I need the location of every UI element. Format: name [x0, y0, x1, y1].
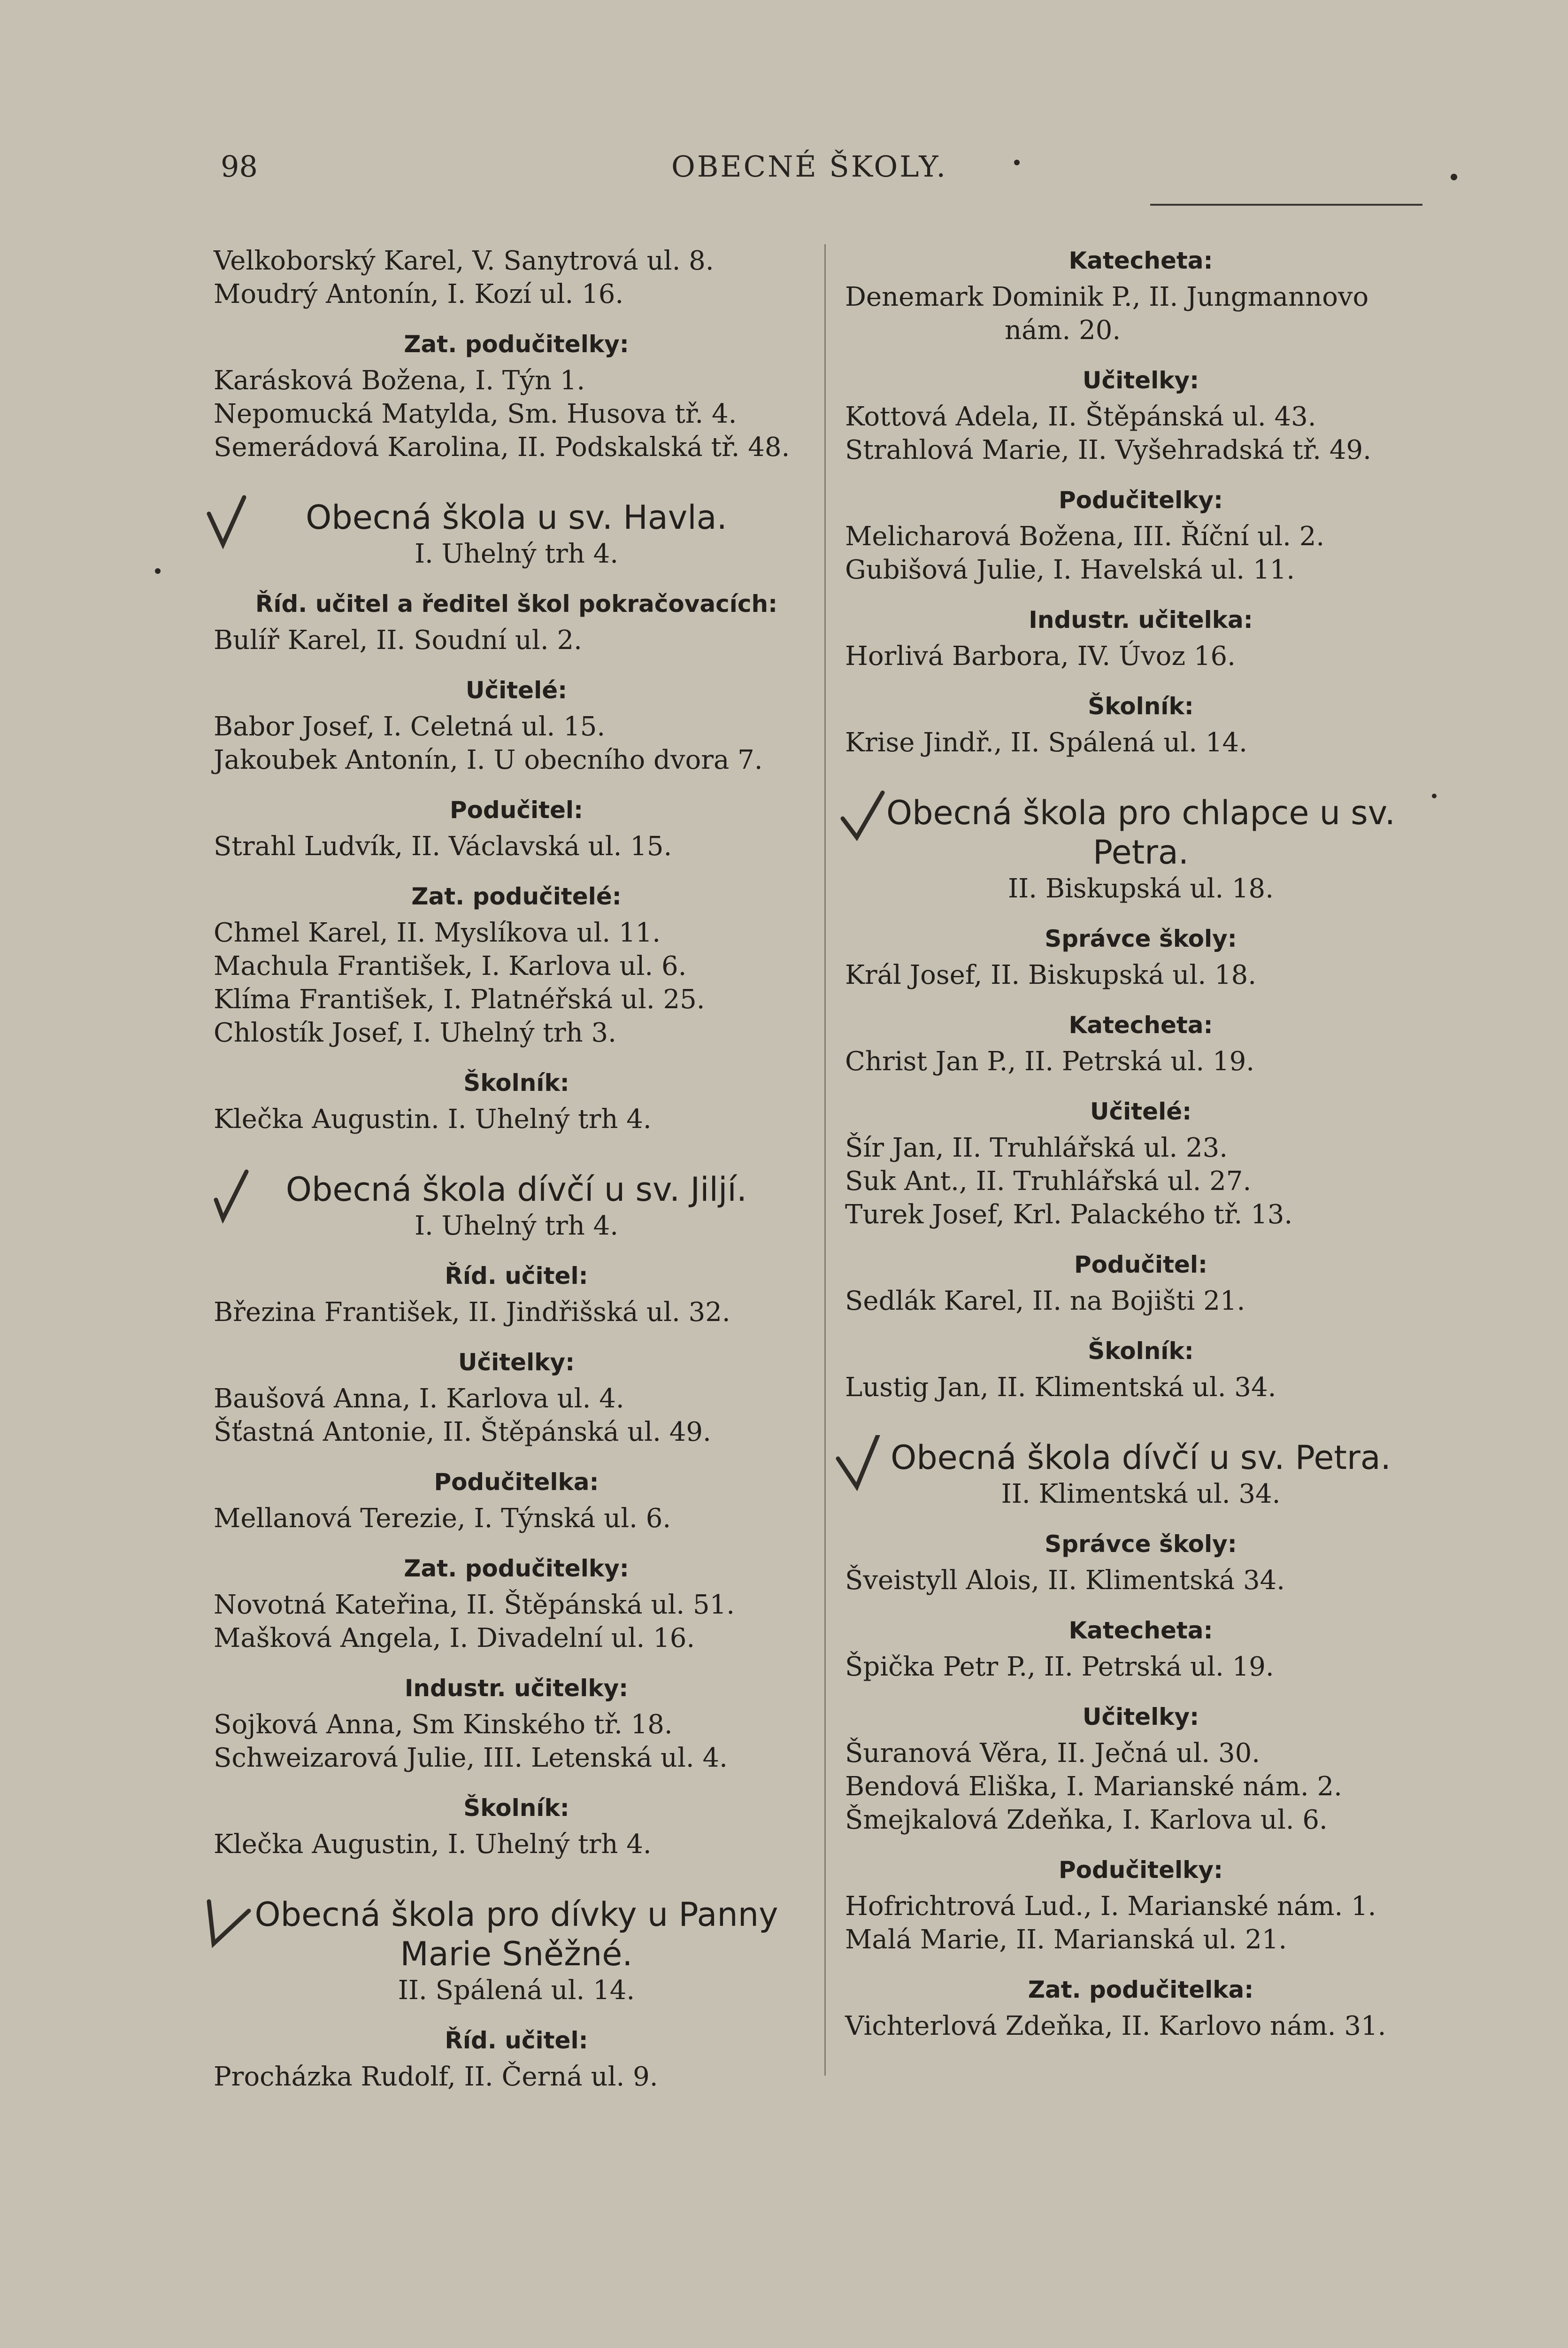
role-heading: Školník:: [463, 1794, 569, 1822]
entry-line: Mellanová Terezie, I. Týnská ul. 6.: [214, 1503, 671, 1534]
entry-line: nám. 20.: [1005, 315, 1121, 346]
entry-line: Vichterlová Zdeňka, II. Karlovo nám. 31.: [845, 2011, 1386, 2041]
role-heading: Říd. učitel:: [445, 2027, 588, 2054]
section-address: II. Klimentská ul. 34.: [1001, 1479, 1281, 1509]
role-heading: Školník:: [1088, 693, 1194, 720]
entry-line: Strahl Ludvík, II. Václavská ul. 15.: [214, 831, 672, 862]
role-heading: Školník:: [1088, 1337, 1194, 1365]
role-heading: Podučitel:: [449, 796, 584, 824]
column-divider: [824, 244, 826, 2076]
page-number: 98: [221, 149, 258, 184]
entry-line: Klečka Augustin. I. Uhelný trh 4.: [214, 1104, 652, 1135]
entry-line: Babor Josef, I. Celetná ul. 15.: [214, 711, 606, 742]
role-heading: Učitelky:: [1082, 1703, 1199, 1730]
entry-line: Klíma František, I. Platnéřská ul. 25.: [214, 984, 705, 1015]
entry-line: Velkoborský Karel, V. Sanytrová ul. 8.: [214, 246, 714, 276]
header-rule: [1150, 204, 1422, 206]
section-title: [214, 1170, 819, 1209]
section-title: [845, 793, 1437, 872]
section-title: [845, 1438, 1437, 1477]
section-title-text: Obecná škola dívčí u sv. Jiljí.: [285, 1170, 747, 1209]
entry-line: Krise Jindř., II. Spálená ul. 14.: [845, 727, 1247, 758]
entry-line: Šmejkalová Zdeňka, I. Karlova ul. 6.: [845, 1805, 1328, 1835]
entry-line: Šveistyll Alois, II. Klimentská 34.: [845, 1565, 1285, 1596]
section-title-text: Obecná škola dívčí u sv. Petra.: [891, 1438, 1391, 1477]
entry-line: Procházka Rudolf, II. Černá ul. 9.: [214, 2062, 658, 2092]
role-heading: Učitelé:: [1090, 1098, 1192, 1125]
role-heading: Učitelé:: [465, 677, 568, 704]
role-heading: Zat. podučitelky:: [404, 331, 629, 358]
entry-line: Šťastná Antonie, II. Štěpánská ul. 49.: [214, 1417, 711, 1447]
print-speck: [1451, 174, 1457, 180]
section-title-text: Marie Sněžné.: [400, 1935, 633, 1973]
entry-line: Mašková Angela, I. Divadelní ul. 16.: [214, 1623, 695, 1653]
role-heading: Zat. podučitelky:: [404, 1555, 629, 1582]
entry-line: Bendová Eliška, I. Marianské nám. 2.: [845, 1771, 1342, 1802]
print-speck: [155, 568, 161, 574]
handwritten-check-mark: [836, 790, 892, 847]
entry-line: Šír Jan, II. Truhlářská ul. 23.: [845, 1133, 1228, 1163]
entry-line: Sedlák Karel, II. na Bojišti 21.: [845, 1286, 1245, 1316]
entry-line: Šuranová Věra, II. Ječná ul. 30.: [845, 1738, 1261, 1769]
role-heading: Katecheta:: [1068, 247, 1213, 274]
entry-line: Horlivá Barbora, IV. Úvoz 16.: [845, 641, 1236, 672]
entry-line: Chmel Karel, II. Myslíkova ul. 11.: [214, 918, 661, 948]
entry-line: Baušová Anna, I. Karlova ul. 4.: [214, 1383, 624, 1414]
entry-line: Lustig Jan, II. Klimentská ul. 34.: [845, 1372, 1276, 1403]
role-heading: Katecheta:: [1068, 1617, 1213, 1644]
section-address: II. Biskupská ul. 18.: [1008, 873, 1274, 904]
entry-line: Malá Marie, II. Marianská ul. 21.: [845, 1924, 1287, 1955]
entry-line: Melicharová Božena, III. Říční ul. 2.: [845, 521, 1325, 552]
entry-line: Strahlová Marie, II. Vyšehradská tř. 49.: [845, 435, 1371, 465]
section-address: I. Uhelný trh 4.: [414, 1211, 619, 1241]
entry-line: Jakoubek Antonín, I. U obecního dvora 7.: [214, 745, 763, 775]
role-heading: Zat. podučitelka:: [1028, 1976, 1254, 2003]
role-heading: Říd. učitel a ředitel škol pokračovacích:: [255, 590, 778, 618]
print-speck: [1014, 160, 1020, 165]
role-heading: Industr. učitelka:: [1029, 606, 1253, 633]
entry-line: Král Josef, II. Biskupská ul. 18.: [845, 960, 1257, 990]
entry-line: Špička Petr P., II. Petrská ul. 19.: [845, 1652, 1274, 1682]
entry-line: Schweizarová Julie, III. Letenská ul. 4.: [214, 1743, 728, 1773]
section-title-text: Obecná škola pro dívky u Panny: [254, 1895, 778, 1934]
handwritten-check-mark: [836, 1435, 892, 1491]
section-title: [214, 1895, 819, 1974]
role-heading: Školník:: [463, 1069, 569, 1097]
role-heading: Učitelky:: [1082, 367, 1199, 394]
entry-line: Kottová Adela, II. Štěpánská ul. 43.: [845, 402, 1316, 432]
entry-line: Christ Jan P., II. Petrská ul. 19.: [845, 1046, 1254, 1077]
role-heading: Říd. učitel:: [445, 1262, 588, 1290]
section-title-text: Obecná škola u sv. Havla.: [306, 498, 727, 537]
entry-line: Sojková Anna, Sm Kinského tř. 18.: [214, 1709, 673, 1740]
page-title: OBECNÉ ŠKOLY.: [671, 149, 948, 184]
role-heading: Katecheta:: [1068, 1012, 1213, 1039]
entry-line: Suk Ant., II. Truhlářská ul. 27.: [845, 1166, 1252, 1197]
handwritten-check-mark: [204, 1892, 261, 1948]
role-heading: Správce školy:: [1045, 1530, 1237, 1558]
left-column: [214, 244, 819, 2093]
entry-line: Hofrichtrová Lud., I. Marianské nám. 1.: [845, 1891, 1376, 1922]
role-heading: Podučitel:: [1074, 1251, 1208, 1278]
entry-line: Machula František, I. Karlova ul. 6.: [214, 951, 687, 981]
section-title-text: Petra.: [1092, 833, 1189, 872]
handwritten-check-mark: [204, 495, 261, 551]
entry-line: Denemark Dominik P., II. Jungmannovo: [845, 282, 1369, 312]
page-header: [221, 149, 1422, 201]
entry-line: Semerádová Karolina, II. Podskalská tř. 48.: [214, 432, 790, 463]
entry-line: Gubišová Julie, I. Havelská ul. 11.: [845, 555, 1295, 585]
role-heading: Zat. podučitelé:: [411, 883, 622, 910]
entry-line: Březina František, II. Jindřišská ul. 32.: [214, 1297, 730, 1328]
entry-line: Turek Josef, Krl. Palackého tř. 13.: [845, 1199, 1293, 1230]
handwritten-check-mark: [204, 1167, 261, 1223]
entry-line: Chlostík Josef, I. Uhelný trh 3.: [214, 1018, 616, 1048]
entry-line: Moudrý Antonín, I. Kozí ul. 16.: [214, 279, 624, 309]
entry-line: Bulíř Karel, II. Soudní ul. 2.: [214, 625, 582, 656]
section-address: II. Spálená ul. 14.: [398, 1975, 635, 2006]
role-heading: Podučitelka:: [434, 1468, 599, 1496]
role-heading: Správce školy:: [1045, 925, 1237, 952]
entry-line: Novotná Kateřina, II. Štěpánská ul. 51.: [214, 1590, 735, 1620]
section-title: [214, 498, 819, 537]
right-column: [845, 244, 1437, 2043]
role-heading: Industr. učitelky:: [404, 1675, 629, 1702]
section-address: I. Uhelný trh 4.: [414, 539, 619, 569]
role-heading: Podučitelky:: [1059, 1856, 1223, 1884]
entry-line: Karásková Božena, I. Týn 1.: [214, 365, 585, 396]
section-title-text: Obecná škola pro chlapce u sv.: [886, 794, 1396, 832]
role-heading: Učitelky:: [458, 1349, 575, 1376]
entry-line: Nepomucká Matylda, Sm. Husova tř. 4.: [214, 399, 737, 429]
role-heading: Podučitelky:: [1059, 487, 1223, 514]
entry-line: Klečka Augustin, I. Uhelný trh 4.: [214, 1829, 652, 1860]
